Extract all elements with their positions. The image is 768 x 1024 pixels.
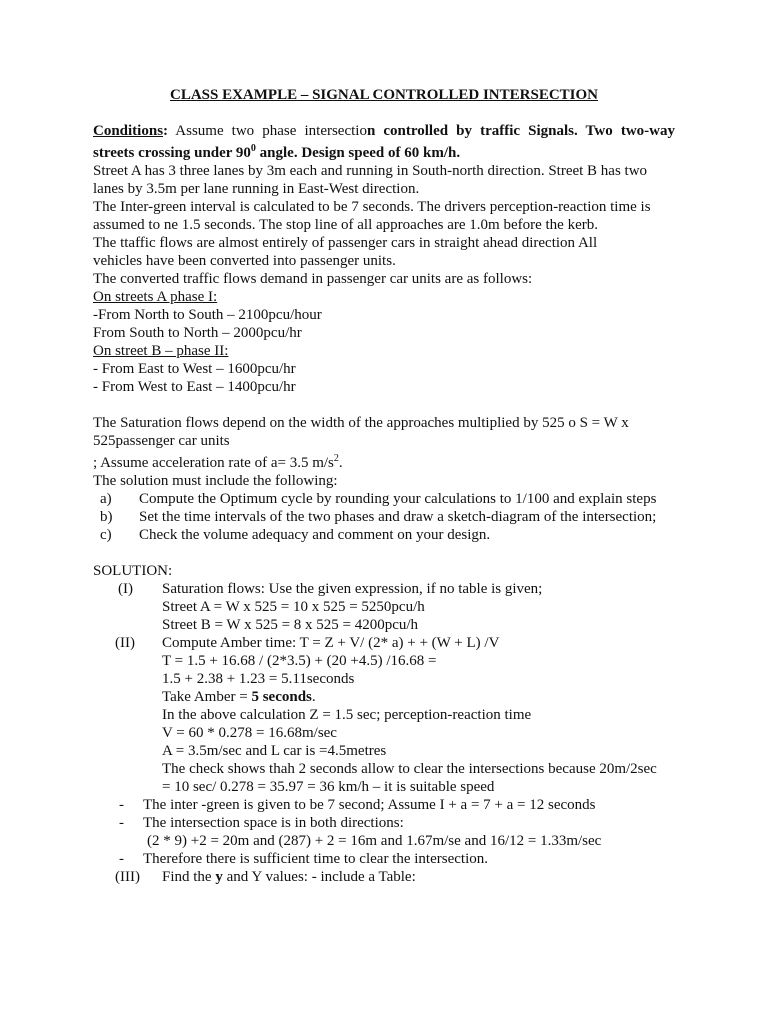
requirement-item (93, 526, 675, 544)
solution-heading: SOLUTION: (93, 563, 173, 579)
squared-superscript: 2 (333, 453, 339, 464)
paragraph-line: The converted traffic flows demand in passenger car units are as follows: (93, 271, 533, 287)
solution-step-i (93, 580, 675, 598)
phase-1-flow: -From North to South – 2100pcu/hour (93, 307, 322, 323)
solution-line: = 10 sec/ 0.278 = 35.97 = 36 km/h – it is suitable speed (162, 779, 495, 795)
step-text: Compute Amber time: T = Z + V/ (2* a) + + (W + L) /V (162, 635, 500, 651)
dash-marker: - (119, 797, 124, 813)
phase-2-flow: - From West to East – 1400pcu/hr (93, 379, 296, 395)
phase-2-heading: On street B – phase II: (93, 343, 229, 359)
phase-1-heading: On streets A phase I: (93, 289, 218, 305)
phase-1-flow: From South to North – 2000pcu/hr (93, 325, 302, 341)
dash-item (93, 850, 675, 868)
list-marker: a) (100, 491, 112, 507)
requirement-text: Check the volume adequacy and comment on your design. (139, 527, 491, 543)
solution-line: The check shows thah 2 seconds allow to clear the intersections because 20m/2sec (162, 761, 657, 777)
step-marker: (III) (115, 869, 140, 885)
conditions-streets-text: streets crossing under 90 (93, 145, 251, 161)
amber-value: 5 seconds (251, 689, 312, 705)
solution-line: Street A = W x 525 = 10 x 525 = 5250pcu/h (162, 599, 425, 615)
conditions-bold-text: n controlled by traffic Signals. Two two-way (366, 123, 675, 139)
amber-period: . (311, 689, 316, 705)
solution-line: Street B = W x 525 = 8 x 525 = 4200pcu/h (162, 617, 419, 633)
paragraph-line: vehicles have been converted into passenger units. (93, 253, 396, 269)
amber-text: Take Amber = (162, 689, 252, 705)
paragraph-line: Street A has 3 three lanes by 3m each and running in South-north direction. Street B has two (93, 163, 648, 179)
step-text: Saturation flows: Use the given expression, if no table is given; (162, 581, 543, 597)
solution-line: T = 1.5 + 16.68 / (2*3.5) + (20 +4.5) /16.68 = (162, 653, 437, 669)
dash-item (93, 814, 675, 832)
phase-2-flow: - From East to West – 1600pcu/hr (93, 361, 296, 377)
conditions-label: Conditions (93, 123, 164, 139)
conditions-line-2 (93, 140, 675, 162)
dash-text: Therefore there is sufficient time to clear the intersection. (143, 851, 488, 867)
requirement-item (93, 508, 675, 526)
step-marker: (I) (118, 581, 133, 597)
list-marker: c) (100, 527, 112, 543)
conditions-colon: : (163, 123, 169, 139)
dash-marker: - (119, 851, 124, 867)
saturation-line: 525passenger car units (93, 433, 230, 449)
paragraph-line: The ttaffic flows are almost entirely of passenger cars in straight ahead direction All (93, 235, 598, 251)
solution-line: 1.5 + 2.38 + 1.23 = 5.11seconds (162, 671, 355, 687)
paragraph-line: lanes by 3.5m per lane running in East-West direction. (93, 181, 420, 197)
paragraph-line: The Inter-green interval is calculated to be 7 seconds. The drivers perception-reaction time is (93, 199, 651, 215)
solution-step-ii (93, 634, 675, 652)
saturation-line: The Saturation flows depend on the width of the approaches multiplied by 525 o S = W x (93, 415, 629, 431)
requirement-text: Set the time intervals of the two phases and draw a sketch-diagram of the intersection; (139, 509, 657, 525)
acceleration-period: . (338, 455, 343, 471)
step-marker: (II) (115, 635, 135, 651)
acceleration-line (93, 450, 675, 472)
acceleration-text: ; Assume acceleration rate of a= 3.5 m/s (93, 455, 334, 471)
dash-marker: - (119, 815, 124, 831)
y-variable: y (215, 869, 223, 885)
solution-requirements-intro: The solution must include the following: (93, 473, 338, 489)
paragraph-line: assumed to ne 1.5 seconds. The stop line of all approaches are 1.0m before the kerb. (93, 217, 598, 233)
solution-line: A = 3.5m/sec and L car is =4.5metres (162, 743, 387, 759)
list-marker: b) (100, 509, 113, 525)
intersection-space-line: (2 * 9) +2 = 20m and (287) + 2 = 16m and 1.67m/se and 16/12 = 1.33m/sec (147, 833, 602, 849)
step-text: Find the (162, 869, 216, 885)
solution-line: V = 60 * 0.278 = 16.68m/sec (162, 725, 337, 741)
amber-line (93, 688, 675, 706)
step-text: and Y values: - include a Table: (222, 869, 416, 885)
requirement-item (93, 490, 675, 508)
document-page (93, 86, 675, 886)
dash-text: The intersection space is in both directions: (143, 815, 404, 831)
solution-step-iii (93, 868, 675, 886)
conditions-text: Assume two phase intersectio (168, 123, 367, 139)
solution-line: In the above calculation Z = 1.5 sec; perception-reaction time (162, 707, 532, 723)
dash-text: The inter -green is given to be 7 second; Assume I + a = 7 + a = 12 seconds (143, 797, 596, 813)
conditions-speed-text: angle. Design speed of 60 km/h. (255, 145, 461, 161)
conditions-line-1 (93, 122, 675, 140)
dash-item (93, 796, 675, 814)
document-title: CLASS EXAMPLE – SIGNAL CONTROLLED INTERSECTION (169, 87, 598, 103)
requirement-text: Compute the Optimum cycle by rounding your calculations to 1/100 and explain steps (139, 491, 657, 507)
degree-superscript: 0 (250, 143, 256, 154)
